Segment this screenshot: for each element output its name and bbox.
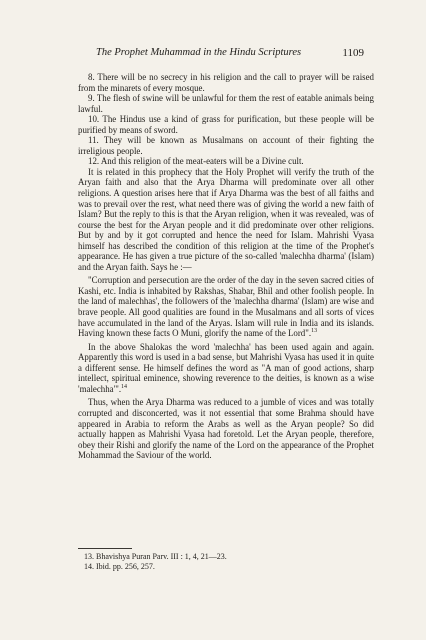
running-title: The Prophet Muhammad in the Hindu Scriptures [96,47,302,58]
page-number: 1109 [342,47,364,59]
footnotes [84,552,344,572]
body-text [78,72,374,461]
list-item-8: 8. There will be no secrecy in his religion and the call to prayer will be raised from the minarets of every mosque. [78,72,374,93]
list-item-12: 12. And this religion of the meat-eaters will be a Divine cult. [88,156,304,167]
paragraph-malechha [78,342,374,395]
paragraph-conclusion: Thus, when the Arya Dharma was reduced to a jumble of vices and was totally corrupted and disconcerted, was it not essential that some Brahma should have appeared in Arabia to reform the Arabs as well as the Aryan people? So did actually happen as Mahrishi Vyasa had foretold. Let the Aryan people, therefore, obey their Rishi and glorify the name of the Lord on the appearance of the Prophet Mohammad the Saviour of the world. [78,397,374,461]
footnote-14: 14. Ibid. pp. 256, 257. [84,562,155,571]
quotation-paragraph [78,275,374,338]
footnote-divider [78,548,132,549]
footnote-13: 13. Bhavishya Puran Parv. III : 1, 4, 21—23. [84,552,227,561]
footnote-ref-13: 13 [311,328,318,335]
malechha-text: In the above Shalokas the word 'malechha' has been used again and again. Apparently this word is used in a bad sense, but Mahrishi Vyasa has used it in quite a different sense. He himself defines the word as "A man of good actions, sharp intellect, spiritual eminence, showing reverence to the deities, is known as a wise 'malechha'". [78,341,374,394]
footnote-ref-14: 14 [121,383,128,390]
list-item-11: 11. They will be known as Musalmans on account of their fighting the irreligious people. [78,135,374,156]
quotation-text: "Corruption and persecution are the order of the day in the seven sacred cities of Kashi, etc. India is inhabited by Rakshas, Shabar, Bhil and other foolish people. In the land of malechhas', the followers of the 'malechha dharma' (Islam) are wise and brave people. All good qualities are found in the Musalmans and all sorts of vices have accumulated in the land of the Aryas. Islam will rule in India and its islands. Having known these facts O Muni, glorify the name of the Lord". [78,275,374,339]
paragraph-explanation: It is related in this prophecy that the Holy Prophet will verify the truth of the Aryan faith and also that the Arya Dharma will predominate over all other religions. A question arises here that if Arya Dharma was the best of all faiths and was to prevail over the rest, what need there was of giving the world a new faith of Islam? But the reply to this is that the Aryan religion, when it was revealed, was of course the best for the Aryan people and it did predominate over other religions. But by and by it got corrupted and hence the need for Islam. Mahrishi Vyasa himself has described the condition of this religion at the time of the Prophet's appearance. He has given a true picture of the so-called 'malechha dharma' (Islam) and the Aryan faith. Says he :— [78,166,374,272]
list-item-9: 9. The flesh of swine will be unlawful for them the rest of eatable animals being lawful. [78,93,374,114]
running-header [96,47,364,58]
list-item-10: 10. The Hindus use a kind of grass for purification, but these people will be purified by means of sword. [78,114,374,135]
